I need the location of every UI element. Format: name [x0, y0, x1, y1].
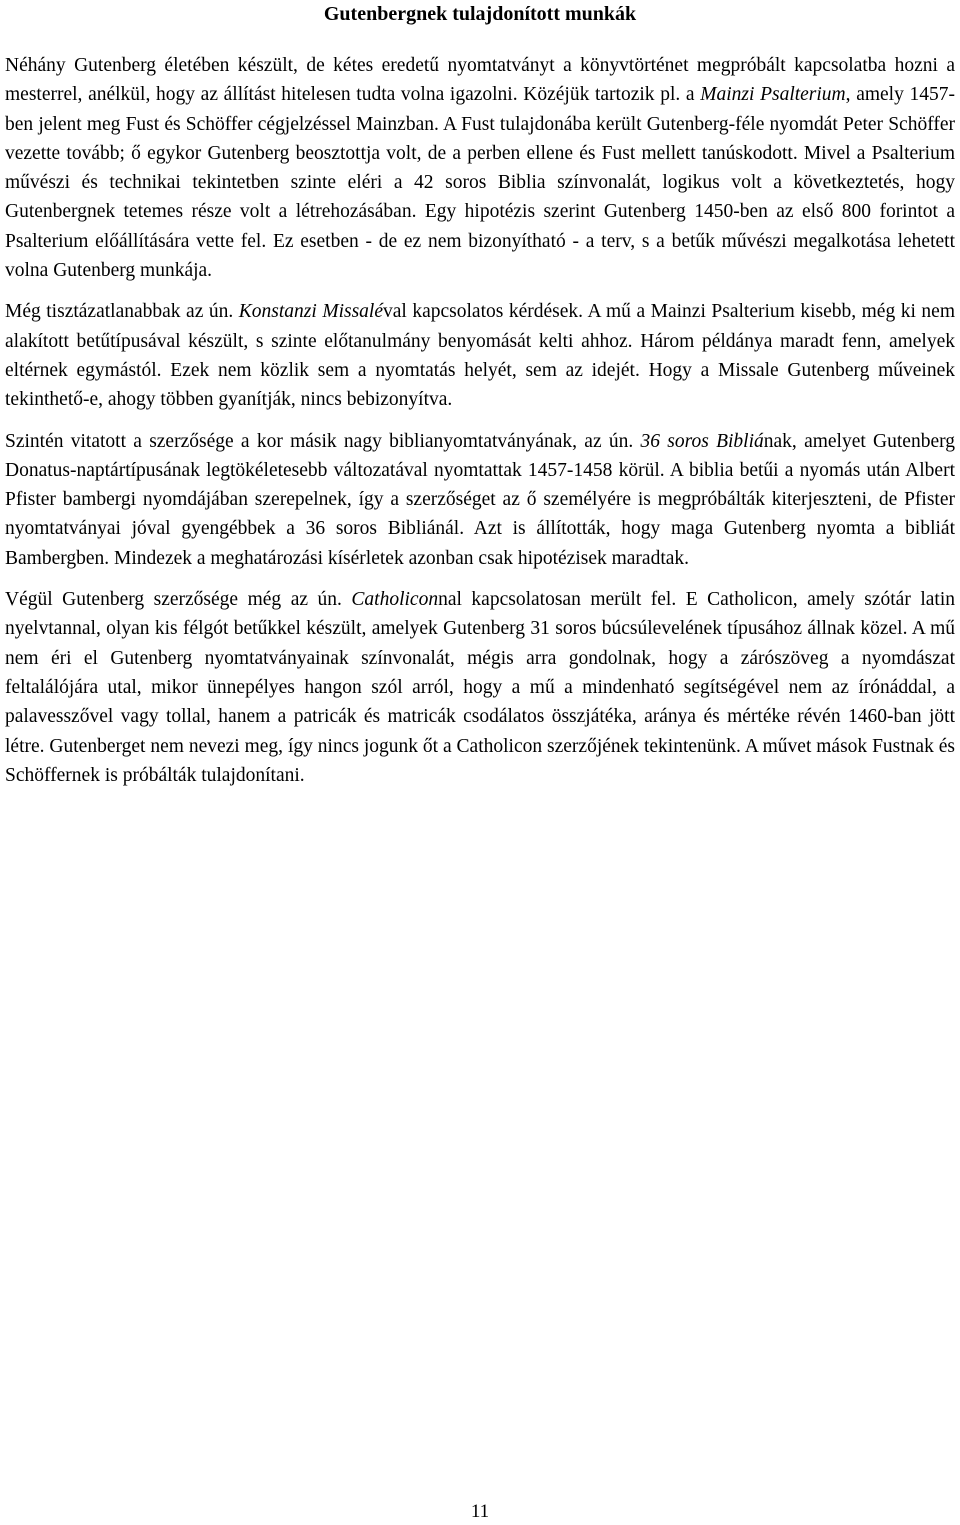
paragraph-missale — [5, 297, 955, 414]
paragraph-text: Néhány Gutenberg életében készült, de kétes eredetű nyomtatványt a könyvtörténet megpróbált kapcsolatba hozni a mesterrel, anélkül, hogy az állítást hitelesen tudta volna igazolni. Közéjük tartozik pl. a — [5, 55, 955, 106]
paragraph-text: , amely 1457-ben jelent meg Fust és Schöffer cégjelzéssel Mainzban. A Fust tulajdonába került Gutenberg-féle nyomdát Peter Schöffer vezette tovább; ő egykor Gutenberg beosztottja volt, de a perben ellene és Fust mellett tanúskodott. Mivel a Psalterium művészi és technikai tekintetben szinte eléri a 42 soros Biblia színvonalát, logikus volt a következtetés, hogy Gutenbergnek tetemes része volt a létrehozásában. Egy hipotézis szerint Gutenberg 1450-ben az első 800 forintot a Psalterium előállítására vette fel. Ez esetben - de ez nem bizonyítható - a terv, s a betűk művészi megalkotása lehetett volna Gutenberg munkája. — [5, 84, 955, 282]
italic-term-catholicon: Catholicon — [351, 589, 439, 611]
paragraph-text: Szintén vitatott a szerzősége a kor másik nagy biblianyomtatványának, az ún. — [5, 430, 641, 452]
italic-term-mainzi-psalterium: Mainzi Psalterium — [700, 84, 846, 106]
paragraph-36-soros-biblia — [5, 427, 955, 573]
paragraph-text: nak, amelyet Gutenberg Donatus-naptártípusának legtökéletesebb változatával nyomtattak 1457-1458 körül. A biblia betűi a nyomás után Albert Pfister bambergi nyomdájában szerepelnek, így a szerzőséget az ő személyére is megpróbálták kiterjeszteni, de Pfister nyomtatványai jóval gyengébbek a 36 soros Bibliánál. Azt is állították, hogy maga Gutenberg nyomta a bibliát Bambergben. Mindezek a meghatározási kísérletek azonban csak hipotézisek maradtak. — [5, 430, 956, 569]
page-number: 11 — [470, 1501, 490, 1522]
paragraph-psalterium — [5, 51, 955, 285]
document-page — [5, 0, 955, 790]
italic-term-36-soros-biblia: 36 soros Bibliá — [640, 430, 764, 452]
italic-term-konstanzi-missale: Konstanzi Missalé — [238, 301, 384, 323]
paragraph-text: val kapcsolatos kérdések. A mű a Mainzi Psalterium kisebb, még ki nem alakított betűtípusával készült, s szinte előtanulmány benyomását kelti ahhoz. Három példánya maradt fenn, amelyek eltérnek egymástól. Ezek nem közlik sem a nyomtatás helyét, sem az idejét. Hogy a Missale Gutenberg műveinek tekinthető-e, ahogy többen gyanítják, nincs bebizonyítva. — [5, 301, 956, 411]
paragraph-text: Még tisztázatlanabbak az ún. — [5, 301, 239, 323]
paragraph-catholicon — [5, 585, 955, 790]
paragraph-text: nal kapcsolatosan merült fel. E Catholicon, amely szótár latin nyelvtannal, olyan kis félgót betűkkel készült, amelyek Gutenberg 31 soros búcsúlevelének típusához állnak közel. A mű nem éri el Gutenberg nyomtatványainak színvonalát, mégis arra gondolnak, hogy a zárószöveg a nyomdászat feltalálójára utal, mikor ünnepélyes hangon szól arról, hogy a mű a mindenható segítségével nem az írónáddal, a palavesszővel vagy tollal, hanem a patricák és matricák csodálatos összjátéka, aránya és mértéke révén 1460-ban jött létre. Gutenberget nem nevezi meg, így nincs jogunk őt a Catholicon szerzőjének tekintenünk. A művet mások Fustnak és Schöffernek is próbálták tulajdonítani. — [5, 589, 955, 786]
paragraph-text: Végül Gutenberg szerzősége még az ún. — [5, 589, 352, 611]
document-title: Gutenbergnek tulajdonított munkák — [323, 3, 637, 25]
